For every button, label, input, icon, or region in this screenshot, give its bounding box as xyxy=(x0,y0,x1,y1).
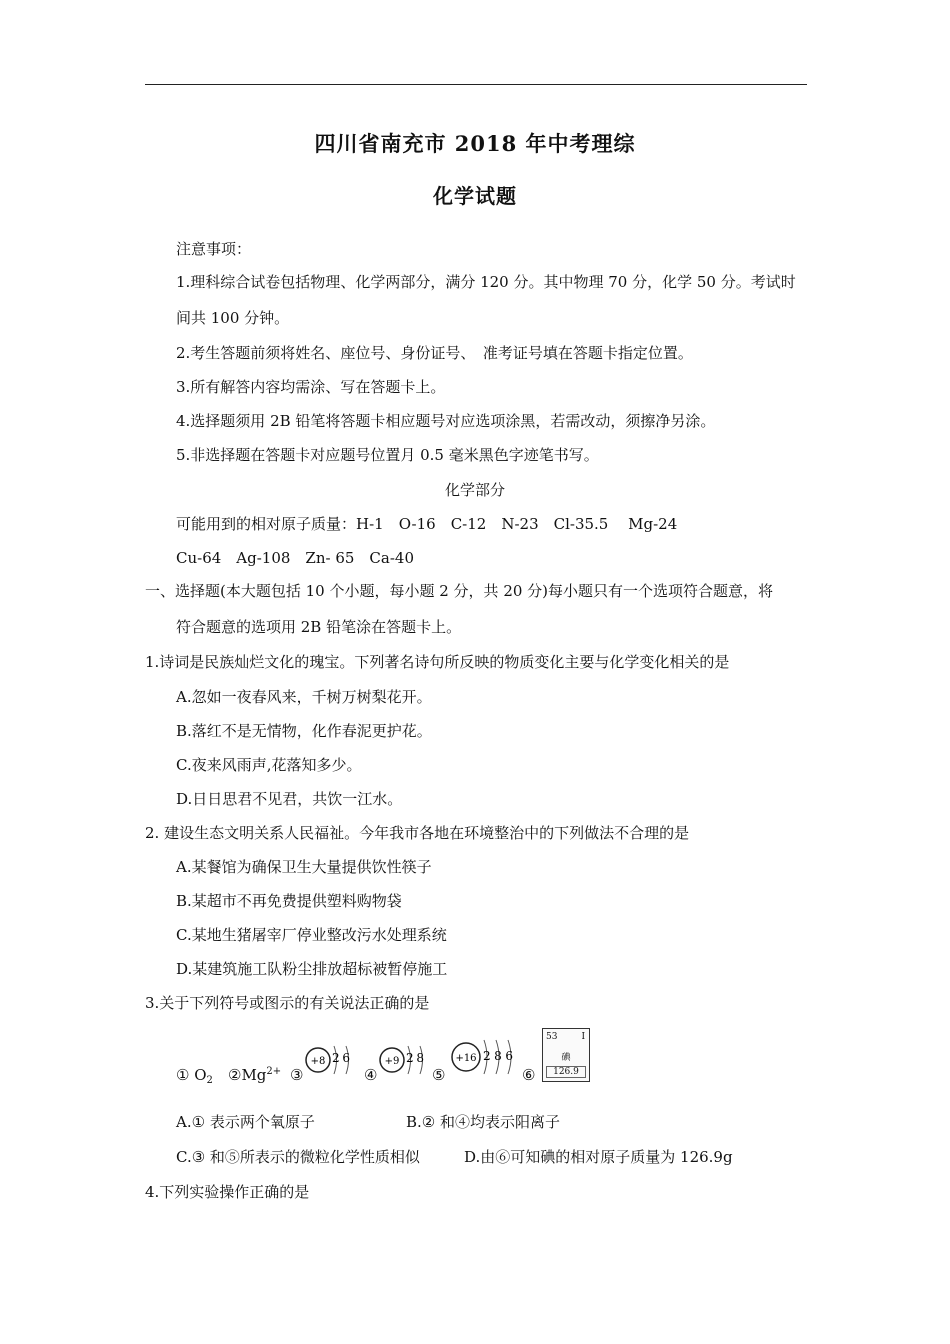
q3-symbols-row xyxy=(176,1026,776,1090)
o2-symbol: ① $O_2$ xyxy=(176,1066,213,1086)
page-subtitle: 化学试题 xyxy=(433,184,517,208)
q3-option-c: C.③ 和⑤所表示的微粒化学性质相似 xyxy=(176,1148,420,1166)
atom-structure-diagram xyxy=(304,1040,354,1080)
atomic-mass-line: 可能用到的相对原子质量：H-1 O-16 C-12 N-23 Cl-35.5 Mg-24 xyxy=(176,515,678,533)
question-4-stem: 4.下列实验操作正确的是 xyxy=(145,1183,310,1201)
marker-5: ⑤ xyxy=(432,1066,446,1084)
question-1-stem: 1.诗词是民族灿烂文化的瑰宝。下列著名诗句所反映的物质变化主要与化学变化相关的是 xyxy=(145,653,730,671)
mg-ion-symbol: $②Mg^{2+}$ xyxy=(228,1066,282,1084)
notice-item: 3.所有解答内容均需涂、写在答题卡上。 xyxy=(176,378,446,396)
atom-structure-diagram xyxy=(450,1034,520,1080)
atom-structure-diagram xyxy=(378,1040,428,1080)
svg-text:+8: +8 xyxy=(310,1056,326,1067)
header-rule xyxy=(145,84,807,85)
question-2-stem: 2. 建设生态文明关系人民福祉。今年我市各地在环境整治中的下列做法不合理的是 xyxy=(145,824,690,842)
notice-item: 间共 100 分钟。 xyxy=(176,309,290,327)
q2-option-d: D.某建筑施工队粉尘排放超标被暂停施工 xyxy=(176,960,448,978)
q2-option-a: A.某餐馆为确保卫生大量提供饮性筷子 xyxy=(176,858,432,876)
notice-item: 4.选择题须用 2B 铅笔将答题卡相应题号对应选项涂黑，若需改动，须擦净另涂。 xyxy=(176,412,716,430)
part-heading: 一、选择题(本大题包括 10 个小题，每小题 2 分，共 20 分)每小题只有一个选项符合题意，将 xyxy=(145,582,774,600)
q1-option-a: A.忽如一夜春风来，千树万树梨花开。 xyxy=(176,688,432,706)
svg-text:+16: +16 xyxy=(455,1053,477,1064)
marker-4: ④ xyxy=(364,1066,378,1084)
atomic-mass-line: Cu-64 Ag-108 Zn- 65 Ca-40 xyxy=(176,549,415,567)
question-3-stem: 3.关于下列符号或图示的有关说法正确的是 xyxy=(145,994,430,1012)
q2-option-b: B.某超市不再免费提供塑料购物袋 xyxy=(176,892,402,910)
notice-item: 1.理科综合试卷包括物理、化学两部分，满分 120 分。其中物理 70 分，化学 50 分。考试时 xyxy=(176,273,796,291)
part-heading-cont: 符合题意的选项用 2B 铅笔涂在答题卡上。 xyxy=(176,618,462,636)
svg-text:2 6: 2 6 xyxy=(332,1051,350,1065)
marker-6: ⑥ xyxy=(522,1066,536,1084)
q2-option-c: C.某地生猪屠宰厂停业整改污水处理系统 xyxy=(176,926,447,944)
iodine-element-tile: 53 I 碘 126.9 xyxy=(542,1028,590,1082)
q1-option-c: C.夜来风雨声,花落知多少。 xyxy=(176,756,362,774)
page-title: 四川省南充市 2018 年中考理综 xyxy=(314,131,636,156)
notice-item: 2.考生答题前须将姓名、座位号、身份证号、 准考证号填在答题卡指定位置。 xyxy=(176,344,693,362)
q3-option-d: D.由⑥可知碘的相对原子质量为 126.9g xyxy=(464,1148,733,1166)
svg-text:+9: +9 xyxy=(384,1056,400,1067)
q3-option-a: A.① 表示两个氧原子 xyxy=(176,1113,315,1131)
svg-text:2 8: 2 8 xyxy=(406,1051,424,1065)
q1-option-b: B.落红不是无情物，化作春泥更护花。 xyxy=(176,722,432,740)
q1-option-d: D.日日思君不见君，共饮一江水。 xyxy=(176,790,403,808)
marker-3: ③ xyxy=(290,1066,304,1084)
notice-heading: 注意事项： xyxy=(176,240,252,258)
section-title: 化学部分 xyxy=(444,481,505,499)
q3-option-b: B.② 和④均表示阳离子 xyxy=(406,1113,561,1131)
notice-item: 5.非选择题在答题卡对应题号位置月 0.5 毫米黑色字迹笔书写。 xyxy=(176,446,599,464)
svg-text:2 8 6: 2 8 6 xyxy=(483,1049,513,1063)
